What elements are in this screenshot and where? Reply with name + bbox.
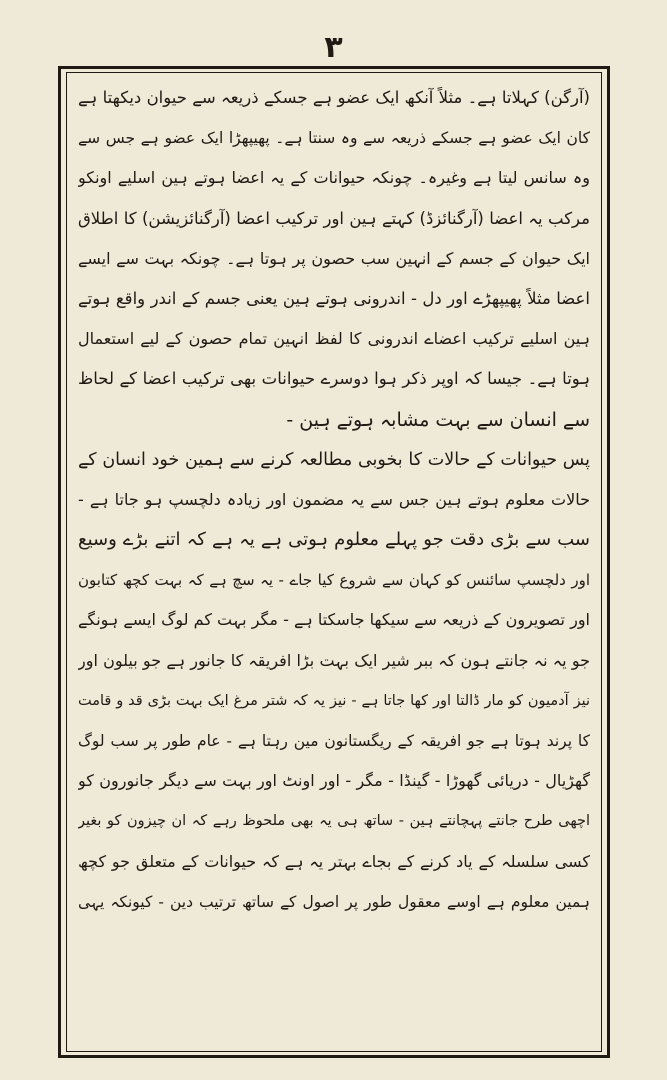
text-line: اور تصویرون کے ذریعہ سے سیکھا جاسکتا ہے - مگر بہت کم لوگ ایسے ہونگے: [78, 610, 590, 630]
text-line: (آرگن) کہلاتا ہے۔ مثلاً آنکھ ایک عضو ہے جسکے ذریعہ سے حیوان دیکھتا ہے: [78, 88, 590, 107]
text-line: سے انسان سے بہت مشابہ ہوتے ہین -: [286, 408, 590, 431]
text-line: سب سے بڑی دقت جو پہلے معلوم ہوتی ہے یہ ہے کہ اتنے بڑے وسیع: [78, 529, 590, 551]
text-line: وہ سانس لیتا ہے وغیرہ۔ چونکہ حیوانات کے یہ اعضا ہوتے ہین اسلیے اونکو: [78, 168, 590, 188]
text-line: کا پرند ہوتا ہے جو افریقہ کے ریگستانون مین رہتا ہے - عام طور پر سب لوگ: [78, 732, 590, 750]
page-number: ۳: [324, 30, 343, 65]
text-line: ہین اسلیے ترکیب اعضاے اندرونی کا لفظ انہین تمام حصون کے لیے استعمال: [78, 329, 590, 349]
text-line: کسی سلسلہ کے یاد کرنے کے بجاے بہتر یہ ہے کہ حیوانات کے متعلق جو کچھ: [78, 851, 590, 871]
text-line: جو یہ نہ جانتے ہون کہ ببر شیر ایک بہت بڑا افریقہ کا جانور ہے جو بیلون اور: [78, 650, 590, 670]
text-line: پس حیوانات کے حالات کا بخوبی مطالعہ کرنے سے ہمین خود انسان کے: [78, 449, 590, 470]
text-line: کان ایک عضو ہے جسکے ذریعہ سے وہ سنتا ہے۔ پھیپھڑا ایک عضو ہے جس سے: [78, 129, 590, 148]
text-line: اور دلچسپ سائنس کو کہان سے شروع کیا جاے - یہ سچ ہے کہ بہت کچھ کتابون: [78, 571, 590, 590]
text-line: مرکب یہ اعضا (آرگنائزڈ) کہتے ہین اور ترکیب اعضا (آرگنائزیشن) کا اطلاق: [78, 208, 590, 228]
text-line: ایک حیوان کے جسم کے انہین سب حصون پر ہوتا ہے۔ چونکہ بہت سے ایسے: [78, 248, 590, 268]
text-line: ہوتا ہے۔ جیسا کہ اوپر ذکر ہوا دوسرے حیوانات بھی ترکیب اعضا کے لحاظ: [78, 369, 590, 389]
text-line: اچھی طرح جانتے پہچانتے ہین - ساتھ ہی یہ بھی ملحوظ رہے کہ ان چیزون کو بغیر: [78, 813, 590, 830]
text-line: حالات معلوم ہوتے ہین جس سے یہ مضمون اور زیادہ دلچسپ ہو جاتا ہے -: [78, 489, 590, 509]
text-line: گھڑیال - دریائی گھوڑا - گینڈا - مگر - اور اونٹ اور بہت سے دیگر جانورون کو: [78, 771, 590, 791]
text-line: ہمین معلوم ہے اوسے معقول طور پر اصول کے ساتھ ترتیب دین - کیونکہ یہی: [78, 892, 590, 911]
text-line: اعضا مثلاً پھیپھڑے اور دل - اندرونی ہوتے ہین یعنی جسم کے اندر واقع ہوتے: [78, 288, 590, 308]
body-text: [78, 78, 590, 1044]
text-line: نیز آدمیون کو مار ڈالتا اور کھا جاتا ہے - نیز یہ کہ شتر مرغ ایک بہت بڑی قد و قامت: [78, 692, 590, 709]
